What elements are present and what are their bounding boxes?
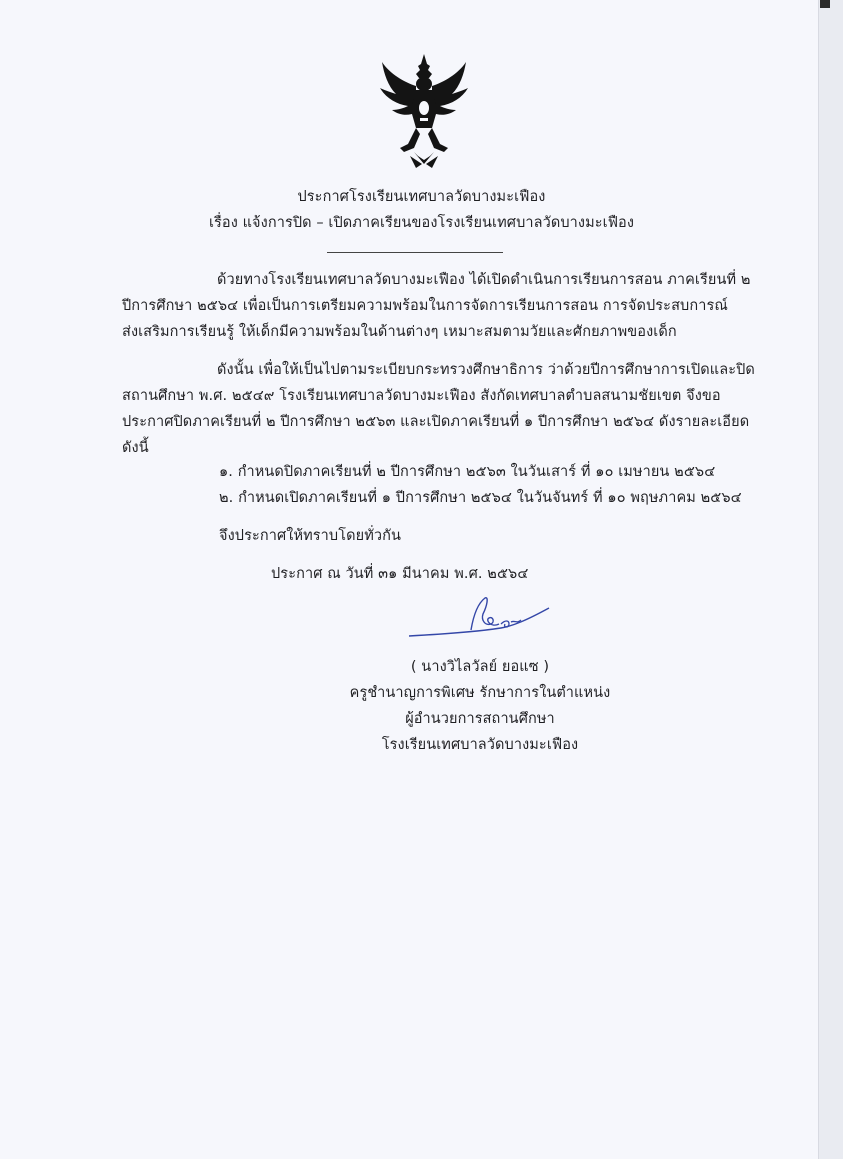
closing-line: จึงประกาศให้ทราบโดยทั่วกัน [219, 528, 402, 544]
handwritten-signature-icon [405, 590, 555, 650]
signer-role: ผู้อำนวยการสถานศึกษา [405, 711, 555, 727]
title-divider [327, 252, 503, 253]
paragraph-1-line-2: ปีการศึกษา ๒๕๖๔ เพื่อเป็นการเตรียมความพร้อมในการจัดการเรียนการสอน การจัดประสบการณ์ [122, 298, 728, 314]
signer-name: ( นางวิไลวัลย์ ยอแซ ) [410, 659, 550, 675]
list-item-close-term: ๑. กำหนดปิดภาคเรียนที่ ๒ ปีการศึกษา ๒๕๖๓ ในวันเสาร์ ที่ ๑๐ เมษายน ๒๕๖๔ [219, 464, 716, 480]
list-item-open-term: ๒. กำหนดเปิดภาคเรียนที่ ๑ ปีการศึกษา ๒๕๖๔ ในวันจันทร์ ที่ ๑๐ พฤษภาคม ๒๕๖๔ [219, 490, 742, 506]
paragraph-2-line-1: ดังนั้น เพื่อให้เป็นไปตามระเบียบกระทรวงศึกษาธิการ ว่าด้วยปีการศึกษาการเปิดและปิด [217, 362, 755, 378]
document-header-title: ประกาศโรงเรียนเทศบาลวัดบางมะเฟือง [297, 189, 546, 205]
announcement-date: ประกาศ ณ วันที่ ๓๑ มีนาคม พ.ศ. ๒๕๖๔ [271, 566, 529, 582]
paragraph-2-line-2: สถานศึกษา พ.ศ. ๒๕๔๙ โรงเรียนเทศบาลวัดบางมะเฟือง สังกัดเทศบาลตำบลสนามชัยเขต จึงขอ [122, 388, 721, 404]
scanner-edge-mark [820, 0, 830, 8]
paragraph-1-line-1: ด้วยทางโรงเรียนเทศบาลวัดบางมะเฟือง ได้เปิดดำเนินการเรียนการสอน ภาคเรียนที่ ๒ [217, 272, 751, 288]
signer-school: โรงเรียนเทศบาลวัดบางมะเฟือง [381, 737, 579, 753]
paragraph-2-line-4: ดังนี้ [122, 440, 149, 456]
document-subject: เรื่อง แจ้งการปิด – เปิดภาคเรียนของโรงเรียนเทศบาลวัดบางมะเฟือง [208, 215, 635, 231]
paragraph-1-line-3: ส่งเสริมการเรียนรู้ ให้เด็กมีความพร้อมในด้านต่างๆ เหมาะสมตามวัยและศักยภาพของเด็ก [122, 324, 677, 340]
paragraph-2-line-3: ประกาศปิดภาคเรียนที่ ๒ ปีการศึกษา ๒๕๖๓ และเปิดภาคเรียนที่ ๑ ปีการศึกษา ๒๕๖๔ ดังรายละเอียด [122, 414, 750, 430]
garuda-emblem-icon [374, 52, 474, 172]
scanner-edge [818, 0, 843, 1159]
signer-position: ครูชำนาญการพิเศษ รักษาการในตำแหน่ง [349, 685, 611, 701]
